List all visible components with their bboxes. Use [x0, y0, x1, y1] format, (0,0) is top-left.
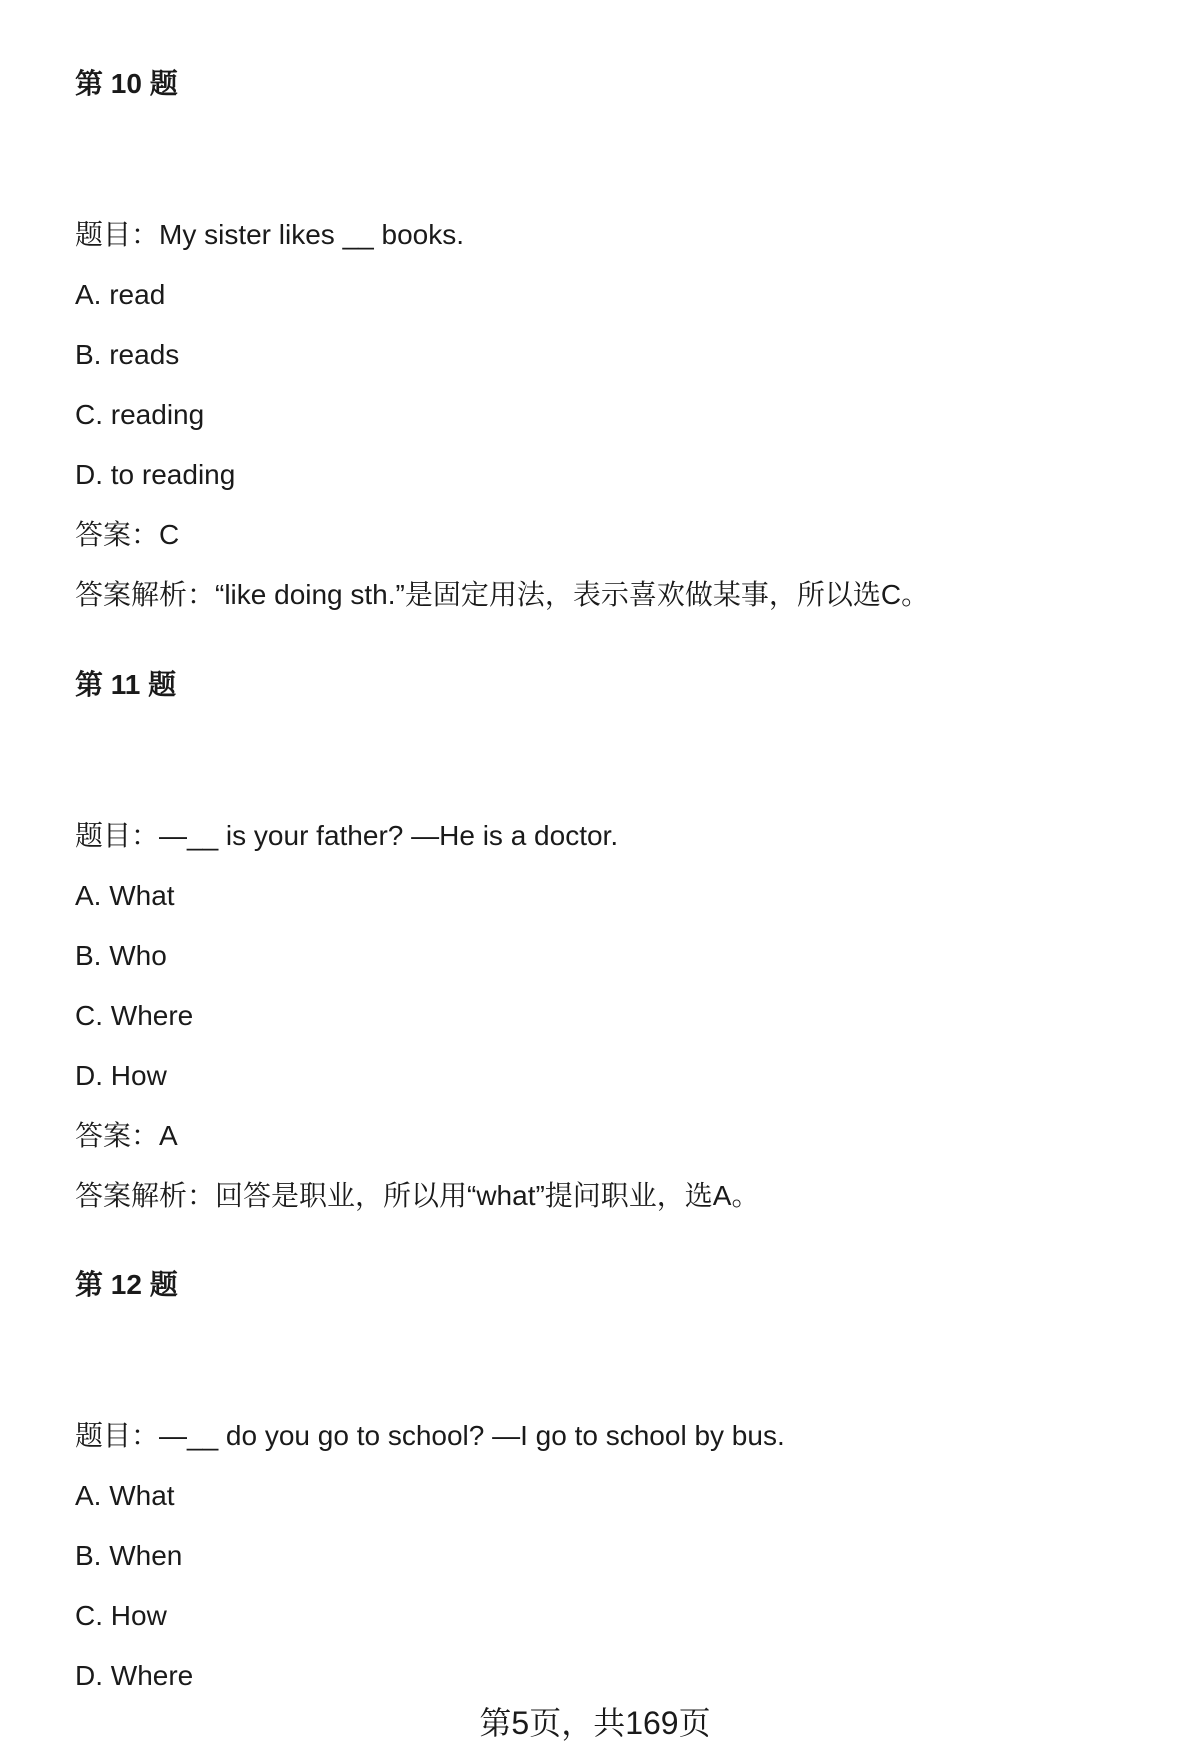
option-c: C. Where: [75, 1000, 194, 1031]
question-stem: 题目：—__ do you go to school? —I go to school by bus.: [75, 1420, 785, 1451]
question-heading: 第 11 题: [75, 669, 177, 700]
question-heading: 第 12 题: [75, 1269, 178, 1300]
answer-analysis: 答案解析：“like doing sth.”是固定用法，表示喜欢做某事，所以选C。: [75, 579, 930, 610]
answer-analysis: 答案解析：回答是职业，所以用“what”提问职业，选A。: [75, 1180, 760, 1211]
option-c: C. How: [75, 1600, 167, 1631]
option-a: A. What: [75, 880, 175, 911]
question-stem: 题目：My sister likes __ books.: [75, 219, 464, 250]
answer: 答案：A: [75, 1120, 178, 1151]
option-a: A. What: [75, 1480, 175, 1511]
option-b: B. reads: [75, 339, 180, 370]
option-c: C. reading: [75, 399, 205, 430]
page-number-footer: 第5页，共169页: [479, 1705, 711, 1741]
option-a: A. read: [75, 279, 166, 310]
option-d: D. How: [75, 1060, 167, 1091]
option-b: B. When: [75, 1540, 183, 1571]
question-heading: 第 10 题: [75, 68, 178, 99]
question-stem: 题目：—__ is your father? —He is a doctor.: [75, 820, 619, 851]
option-d: D. to reading: [75, 459, 236, 490]
answer: 答案：C: [75, 519, 180, 550]
option-d: D. Where: [75, 1660, 194, 1691]
option-b: B. Who: [75, 940, 167, 971]
